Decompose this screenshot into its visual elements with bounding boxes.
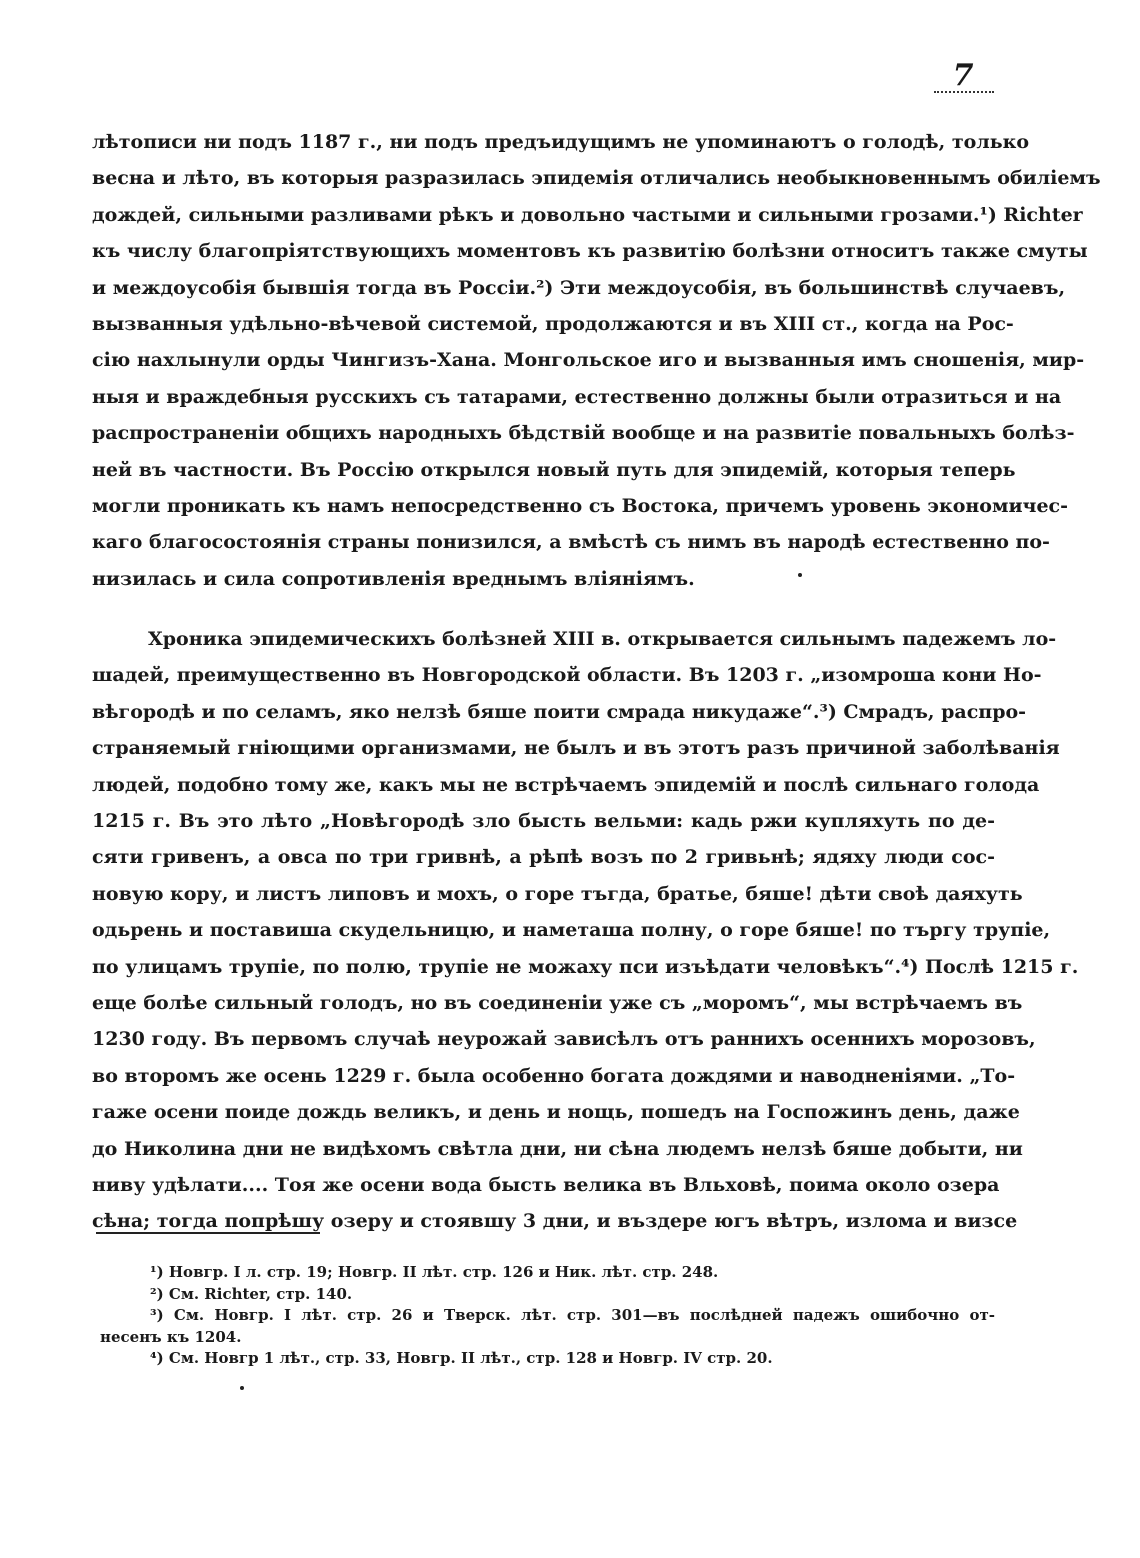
text-line: низилась и сила сопротивленія вреднымъ вліяніямъ.: [92, 567, 695, 590]
footnotes: [100, 1262, 995, 1370]
text-line: до Николина дни не видѣхомъ свѣтла дни, ни сѣна людемъ нелзѣ бяше добыти, ни: [92, 1137, 1023, 1160]
text-line: дождей, сильными разливами рѣкъ и довольно частыми и сильными грозами.¹) Richter: [92, 203, 1083, 226]
text-line: Хроника эпидемическихъ болѣзней XIII в. открывается сильнымъ падежемъ ло-: [148, 628, 1057, 651]
text-line: шадей, преимущественно въ Новгородской области. Въ 1203 г. „изомроша кони Но-: [92, 664, 1042, 687]
text-line: сію нахлынули орды Чингизъ-Хана. Монгольское иго и вызванныя имъ сношенія, мир-: [92, 349, 1085, 372]
text-line: новую кору, и листъ липовъ и мохъ, о горе тъгда, братье, бяше! дѣти своѣ даяхуть: [92, 882, 1023, 905]
text-line: къ числу благопріятствующихъ моментовъ къ развитію болѣзни относитъ также смуты: [92, 240, 1088, 263]
text-line: лѣтописи ни подъ 1187 г., ни подъ предъидущимъ не упоминаютъ о голодѣ, только: [92, 131, 1030, 153]
text-line: распространеніи общихъ народныхъ бѣдствій вообще и на развитіе повальныхъ болѣз-: [92, 422, 1075, 445]
paragraph-1: [92, 124, 1101, 597]
text-line: еще болѣе сильный голодъ, но въ соединеніи уже съ „моромъ“, мы встрѣчаемъ въ: [92, 991, 1023, 1014]
page-number: 7: [952, 58, 974, 93]
text-line: ней въ частности. Въ Россію открылся новый путь для эпидемій, которыя теперь: [92, 458, 1016, 481]
text-line: 1215 г. Въ это лѣто „Новѣгородѣ зло бысть вельми: кадь ржи купляхуть по де-: [92, 810, 995, 833]
footnote-line: ²) См. Richter, стр. 140.: [150, 1284, 353, 1303]
text-line: вызванныя удѣльно-вѣчевой системой, продолжаются и въ XIII ст., когда на Рос-: [92, 312, 1014, 335]
stray-mark: [240, 1386, 244, 1390]
text-line: вѣгородѣ и по селамъ, яко нелзѣ бяше поити смрада никудаже“.³) Смрадъ, распро-: [92, 700, 1027, 723]
footnote-line: ³) См. Новгр. I лѣт. стр. 26 и Тверск. лѣт. стр. 301—въ послѣдней падежъ ошибочно от-: [150, 1306, 995, 1325]
footnote-line: ⁴) См. Новгр 1 лѣт., стр. 33, Новгр. II лѣт., стр. 128 и Новгр. IV стр. 20.: [150, 1349, 773, 1368]
text-line: весна и лѣто, въ которыя разразилась эпидемія отличались необыкновеннымъ обиліемъ: [92, 167, 1101, 190]
text-line: сяти гривенъ, а овса по три гривнѣ, а рѣпѣ возъ по 2 гривьнѣ; ядяху люди сос-: [92, 846, 995, 869]
body-text: [92, 124, 1101, 1240]
footnote-line: несенъ къ 1204.: [100, 1327, 242, 1346]
text-line: во второмъ же осень 1229 г. была особенно богата дождями и наводненіями. „То-: [92, 1064, 1016, 1087]
page-number-rule: [934, 91, 994, 93]
text-line: страняемый гніющими организмами, не былъ и въ этотъ разъ причиной заболѣванія: [92, 737, 1060, 760]
text-line: людей, подобно тому же, какъ мы не встрѣчаемъ эпидемій и послѣ сильнаго голода: [92, 773, 1040, 796]
text-line: гаже осени поиде дождь великъ, и день и нощь, пошедъ на Госпожинъ день, даже: [92, 1101, 1020, 1124]
stray-mark: [798, 573, 802, 577]
text-line: по улицамъ трупіе, по полю, трупіе не можаху пси изъѣдати человѣкъ“.⁴) Послѣ 1215 г.: [92, 955, 1079, 978]
footnote-line: ¹) Новгр. I л. стр. 19; Новгр. II лѣт. стр. 126 и Ник. лѣт. стр. 248.: [150, 1263, 719, 1281]
footnote-rule: [96, 1232, 320, 1234]
text-line: каго благосостоянія страны понизился, а вмѣстѣ съ нимъ въ народѣ естественно по-: [92, 531, 1050, 554]
paragraph-2: [92, 621, 1079, 1240]
text-line: ныя и враждебныя русскихъ съ татарами, естественно должны были отразиться и на: [92, 385, 1062, 408]
text-line: могли проникать къ намъ непосредственно съ Востока, причемъ уровень экономичес-: [92, 494, 1068, 517]
text-line: ниву удѣлати.... Тоя же осени вода бысть велика въ Вльховѣ, поима около озера: [92, 1173, 1000, 1196]
text-line: сѣна; тогда попрѣшу озеру и стоявшу 3 дни, и въздере югъ вѣтръ, излома и визсе: [92, 1210, 1018, 1233]
text-line: 1230 году. Въ первомъ случаѣ неурожай зависѣлъ отъ раннихъ осеннихъ морозовъ,: [92, 1028, 1036, 1051]
text-line: и междоусобія бывшія тогда въ Россіи.²) Эти междоусобія, въ большинствѣ случаевъ,: [92, 276, 1066, 299]
text-line: одьрень и поставиша скудельницю, и наметаша полну, о горе бяше! по търгу трупіе,: [92, 919, 1051, 942]
